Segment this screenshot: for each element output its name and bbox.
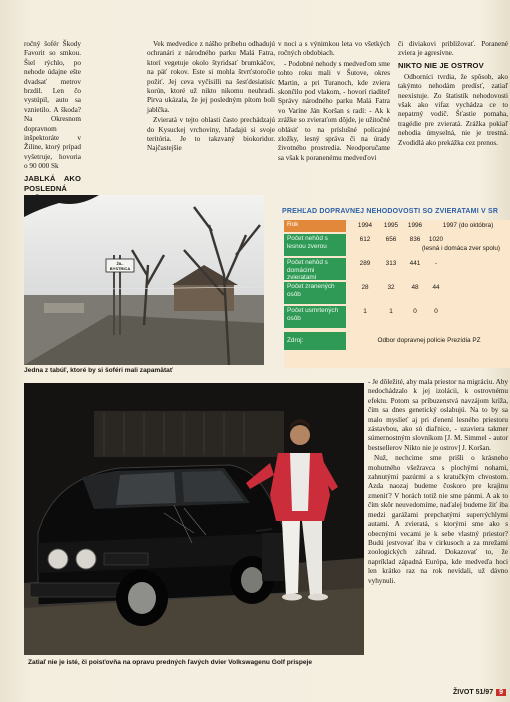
road-sign-label: ŽIL. BYSTRICA: [109, 261, 131, 271]
page-footer: [453, 689, 506, 696]
table-row-label: Počet nehôd s lesnou zverou: [284, 234, 346, 256]
col5-paragraph-2: Nuž, nechcime sme prišli o krásneho mohutného všežravca s plochými nohami, zahnutými pazúrmi a s kratučkým chvostom. Azda naozaj budeme čoskoro pre krajinu zmeniť? V horách totiž nie sme pánmi. A ak to čím skôr neuvedomíme, naďalej budeme žiť iba medzi garážami prepchatými superrýchlymi autami. A zvieratá, s ktorými sme ako s obecnými vecami je k sebe vlastný priestor? Budú jestvovať iba v cirkusoch a za mrežami zoologických záhrad. Dokazovať to, že napríklad západná Európa, kde medveďa hoci len krátko raz na rok nevídali, už dávno vyhynuli.: [368, 454, 508, 585]
table-title: PREHĽAD DOPRAVNEJ NEHODOVOSTI SO ZVIERATAMI V SR: [282, 208, 499, 215]
col1-intro: ročný šofér Škody Favorit so smkou. Šiel rýchlo, po nehode údajne ešte dvadsať metrov brzdil. Len čo vystúpil, auto sa vznietilo. A škoda? Na Okresnom dopravnom inšpektoráte v Žiline, ktorý prípad vyšetruje, hovoria o 90 000 Sk: [24, 40, 81, 171]
text-column-3: [278, 40, 390, 164]
table-row: [284, 258, 510, 280]
table-cell: 1020: [428, 236, 444, 243]
table-cell: 612: [359, 236, 371, 243]
road-sign-photo-graphic: [24, 195, 264, 365]
table-header-year: Rok: [284, 220, 346, 232]
table-cell: 313: [385, 260, 397, 267]
col4-paragraph-1: či diviakovi približovať. Poranené zviera je agresívne.: [398, 40, 508, 58]
table-cell: 289: [359, 260, 371, 267]
table-cell: 836: [409, 236, 421, 243]
col3-paragraph-2: - Podobné nehody s medveďom sme tohto roku mali v Šutove, okres Martin, a pri Turanoch, kde zviera skončilo pod vlakom, - hovorí riaditeľ Správy národného parku Malá Fatra vo Varíne Ján Koršan s radí: - Ak k zrážke so zvieraťom dôjde, je užitočné oblásiť to na príslušné policajné zložky, lesný správa či na úrady životného prostredia. Neodporučame sa však k poranenému medveďovi: [278, 59, 390, 162]
table-cell: 0: [413, 308, 417, 315]
magazine-issue: ŽIVOT 51/97: [453, 689, 494, 696]
table-source-label: Zdroj:: [284, 332, 346, 350]
photo-damaged-car: [24, 383, 364, 655]
table-header-row: [284, 220, 510, 232]
table-header-cell: 1996: [407, 222, 423, 229]
text-column-5: [368, 378, 508, 678]
table-cell: 656: [385, 236, 397, 243]
text-column-2: [147, 40, 275, 155]
table-header-cell: 1994: [357, 222, 373, 229]
table-row-note: (lesná i domáca zver spolu): [421, 245, 501, 252]
table-cell: 441: [409, 260, 421, 267]
col3-paragraph-1: v noci a s výnimkou leta vo všetkých ročných obdobiach.: [278, 40, 390, 58]
text-column-4: [398, 40, 508, 149]
table-row-label: Počet nehôd s domácimi zvieratami: [284, 258, 346, 280]
col4-paragraph-2: Odborníci tvrdia, že spôsob, ako takýmto nehodám predísť, zatiaľ neexistuje. Zo štatistík nehodovosti však ako vifaz vychádza ce to nepatrný vodič. Šťastie pomaha, tragédie pre zvieratá. Zrážka pokiaľ nehodia úmyselná, nie je trestná. Zvodidlá ako prekážka cez prenos.: [398, 72, 508, 147]
table-cell: 0: [434, 308, 438, 315]
page-number: 9: [496, 689, 506, 696]
photo-road-sign: [24, 195, 264, 365]
accident-statistics-table: [284, 220, 510, 368]
col2-paragraph-2: Zvieratá v tejto oblasti často prechádzajú do Kysuckej vrchoviny, hľadajú si svoje teritória. Je to takzvaný biokoridor. Najčastejšie: [147, 116, 275, 153]
table-row-label: Počet zranených osôb: [284, 282, 346, 304]
caption-damaged-car: Zatiaľ nie je isté, či poisťovňa na opravu predných ľavých dvier Volkswagenu Golf prispeje: [28, 659, 313, 666]
table-cell: 48: [411, 284, 419, 291]
table-cell: 28: [361, 284, 369, 291]
caption-road-sign: Jedna z tabúľ, ktoré by si šoféri mali zapamätať: [24, 367, 173, 374]
table-cell: 32: [387, 284, 395, 291]
col4-heading: NIKTO NIE JE OSTROV: [398, 60, 484, 70]
table-cell: -: [434, 260, 438, 267]
table-cell: 1: [363, 308, 367, 315]
table-source-row: [284, 332, 510, 350]
col5-paragraph-1: - Je dôležité, aby mala priestor na migráciu. Aby nedochádzalo k jej izolácii, k ostrovnému efektu. Potom sa príbuzenstvá navzájom kríža, čím sa dnes genetický oslabujú. Na to by sa malo myslieť aj pri ďenení lesného priestoru zástavbou, ako sú diaľnice, - uzaviera takmer súmernostným slovníkom [J. M. Simmel - autor bestsellerov Nikto nie je ostrov] J. Koršan.: [368, 378, 508, 452]
col2-paragraph-1: Vek medvedice z nášho príbehu odhadujú ochranári z národného parku Malá Fatra, ktorí vegetuje okolo štyridsať brumkáčov, na päť rokov. Este si mohla štvrťstoročie požiť. Jej ceva vyčísilli na šesťdesiatisíc korún, ktoré už nikto nikomu neuhradí. Pirva ukázala, že jej posledným pítom boli jablčka.: [147, 40, 275, 114]
table-source-value: Odbor dopravnej polície Prezídia PZ: [377, 337, 481, 344]
table-cell: 44: [432, 284, 440, 291]
damaged-car-photo-graphic: [24, 383, 364, 655]
table-row-label: Počet usmrtených osôb: [284, 306, 346, 328]
table-row: [284, 306, 510, 328]
table-row: [284, 234, 510, 256]
table-row: [284, 282, 510, 304]
table-header-cell: 1997 (do októbra): [442, 222, 494, 229]
col1-heading: JABLKÁ AKO POSLEDNÁ: [24, 173, 81, 193]
table-cell: 1: [389, 308, 393, 315]
table-header-cell: 1995: [383, 222, 399, 229]
